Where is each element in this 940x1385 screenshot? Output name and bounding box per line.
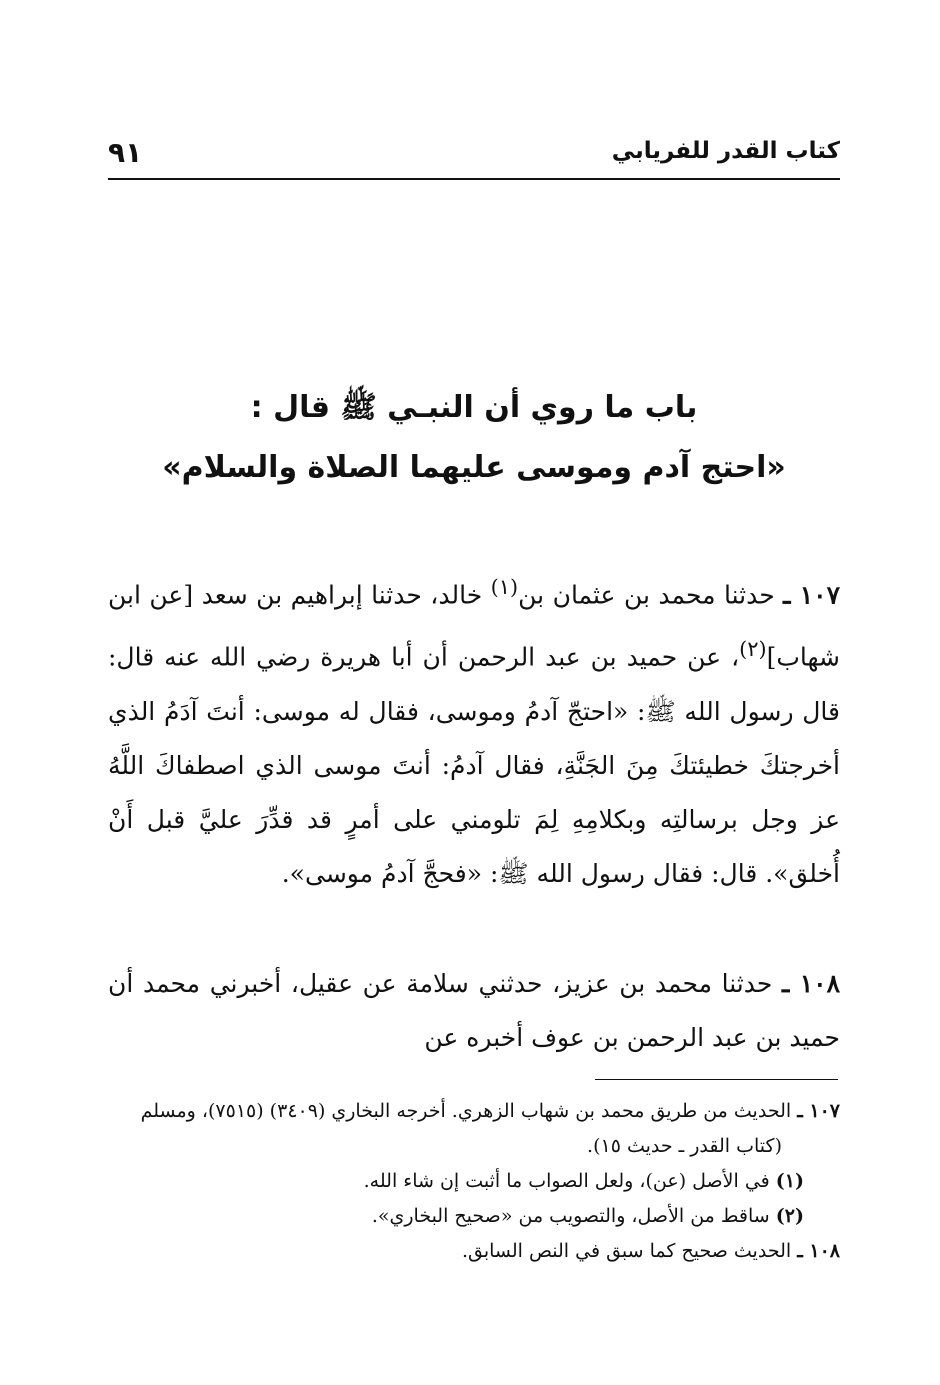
- footnote-text: في الأصل (عن)، ولعل الصواب ما أثبت إن شاء الله.: [363, 1170, 776, 1192]
- chapter-heading: [108, 378, 840, 498]
- footnote-text: الحديث من طريق محمد بن شهاب الزهري. أخرجه البخاري (٣٤٠٩) (٧٥١٥)، ومسلم (كتاب القدر ـ حديث ١٥).: [140, 1100, 798, 1157]
- hadith-number: ١٠٨ ـ: [781, 969, 841, 998]
- hadith-text: ، عن حميد بن عبد الرحمن أن أبا هريرة رضي الله عنه قال: قال رسول الله ﷺ: «احتجّ آدمُ وموسى، فقال له موسى: أنتَ آدَمُ الذي أخرجتكَ خطيئتكَ مِنَ الجَنَّةِ، فقال آدمُ: أنتَ موسى الذي اصطفاكَ اللَّهُ عز وجل برسالتِه وبكلامِهِ لِمَ تلومني على أمرٍ قد قدِّرَ عليَّ قبل أَنْ أُخلق». قال: فقال رسول الله ﷺ: «فحجَّ آدمُ موسى».: [108, 642, 840, 888]
- page-number: ٩١: [108, 136, 143, 169]
- footnote-label: (٢): [775, 1205, 804, 1227]
- hadith-107-paragraph: [108, 560, 840, 901]
- footnote-107: [108, 1094, 840, 1164]
- running-header: [108, 138, 840, 176]
- hadith-text: خالد، حدثنا إبراهيم بن سعد [عن ابن شهاب]: [108, 580, 840, 672]
- footnote-ref-1: (١): [490, 575, 519, 599]
- footnote-ref-2: (٢): [739, 637, 767, 662]
- footnotes: [108, 1094, 840, 1269]
- footnote-text: الحديث صحيح كما سبق في النص السابق.: [461, 1240, 798, 1262]
- footnote-label: ١٠٧ ـ: [797, 1100, 840, 1122]
- hadith-text: حدثنا محمد بن عزيز، حدثني سلامة عن عقيل، أخبرني محمد أن حميد بن عبد الرحمن بن عوف أخبره عن: [108, 969, 840, 1052]
- footnote-separator: [595, 1079, 838, 1080]
- hadith-108-paragraph: [108, 957, 840, 1065]
- footnote-text: ساقط من الأصل، والتصويب من «صحيح البخاري».: [371, 1205, 776, 1227]
- footnote-1: [108, 1164, 840, 1199]
- header-rule: [108, 178, 840, 180]
- book-title: كتاب القدر للفريابي: [611, 138, 840, 164]
- hadith-text: حدثنا محمد بن عثمان بن: [518, 580, 784, 610]
- chapter-heading-line-1: باب ما روي أن النبـي ﷺ قال :: [250, 390, 698, 425]
- footnote-2: [108, 1199, 840, 1234]
- footnote-label: ١٠٨ ـ: [797, 1240, 840, 1262]
- hadith-number: ١٠٧ ـ: [783, 580, 841, 610]
- chapter-heading-line-2: «احتج آدم وموسى عليهما الصلاة والسلام»: [162, 450, 786, 485]
- footnote-label: (١): [775, 1170, 804, 1192]
- footnote-108: [108, 1234, 840, 1269]
